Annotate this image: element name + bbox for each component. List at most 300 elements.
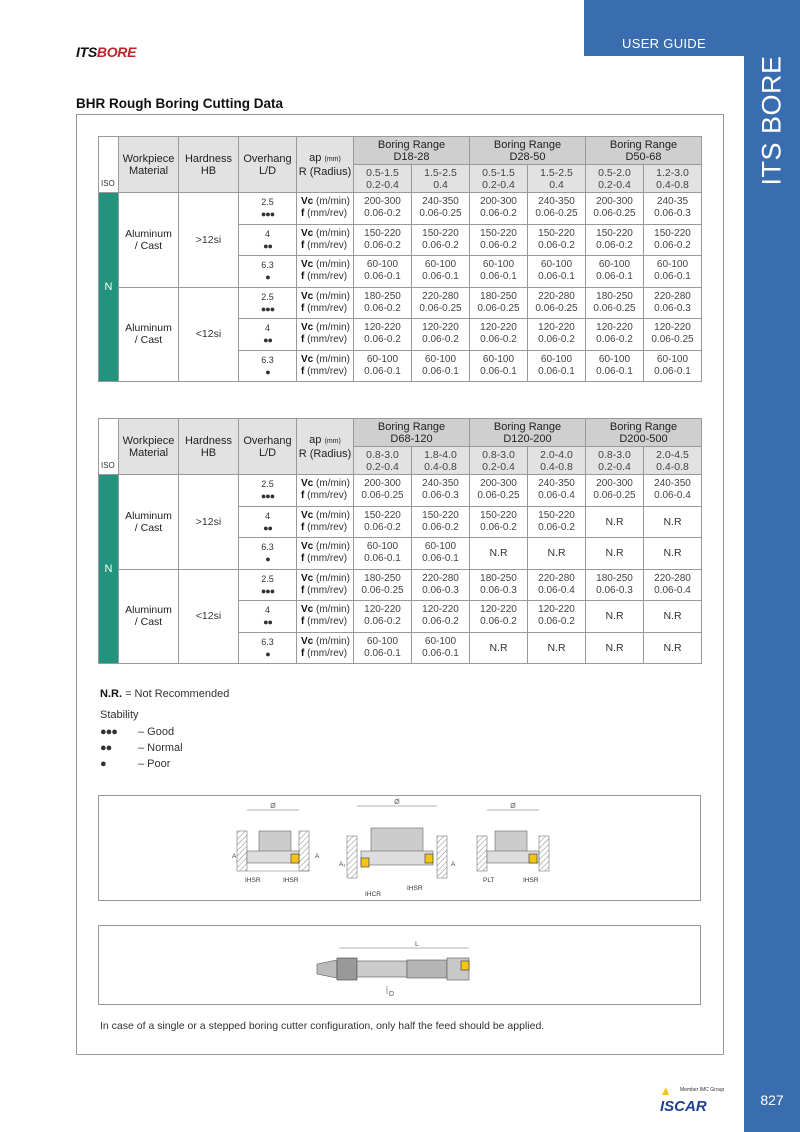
vc-value: 60-100 — [424, 635, 457, 647]
vc-value: 240-350 — [422, 478, 459, 490]
vc-value: 240-350 — [538, 478, 575, 490]
f-label: f — [301, 553, 305, 565]
overhang-value — [239, 256, 297, 288]
cutting-value-cell — [528, 506, 586, 538]
f-label: f — [301, 521, 305, 533]
cutting-value-cell — [354, 193, 412, 225]
ap-unit: (mm) — [324, 437, 341, 445]
ap-range: 0.5-1.5 — [366, 166, 399, 179]
ap-range: 2.0-4.0 — [540, 448, 573, 461]
vc-label: Vc — [301, 322, 314, 334]
f-value: 0.06-0.2 — [422, 616, 459, 628]
nr-abbr: N.R. — [100, 688, 122, 700]
overhang-value — [239, 193, 297, 225]
nr-legend — [100, 688, 229, 700]
ap-range: 1.5-2.5 — [424, 166, 457, 179]
iso-group-n: N — [99, 193, 119, 382]
boring-range-header — [586, 419, 702, 447]
cutting-value-cell — [644, 256, 702, 288]
f-label: f — [301, 302, 305, 314]
boring-range-label: Boring Range — [377, 420, 446, 433]
cutting-value-cell — [412, 287, 470, 319]
vc-value: 180-250 — [596, 572, 633, 584]
f-unit: (mm/rev) — [307, 647, 348, 659]
cutting-value-cell — [412, 350, 470, 382]
f-value: 0.06-0.1 — [422, 271, 459, 283]
f-label: f — [301, 616, 305, 628]
f-value: 0.06-0.25 — [419, 208, 462, 220]
boring-range-header — [470, 419, 586, 447]
f-value: 0.06-0.2 — [654, 239, 691, 251]
f-label: f — [301, 490, 305, 502]
f-unit: (mm/rev) — [307, 302, 348, 314]
boring-range-label: Boring Range — [377, 138, 446, 151]
vc-value: 150-220 — [364, 227, 401, 239]
vc-value: 220-280 — [422, 572, 459, 584]
cutting-value-cell — [586, 475, 644, 507]
tag-ihsr-3: IHSR — [523, 877, 539, 884]
vc-label: Vc — [301, 353, 314, 365]
f-value: 0.06-0.4 — [538, 584, 575, 596]
vc-value: 200-300 — [480, 478, 517, 490]
stability-dots: ●● — [263, 335, 272, 346]
cutting-value-cell — [644, 193, 702, 225]
ap-r-column-header — [354, 165, 412, 193]
vc-value: 220-280 — [654, 290, 691, 302]
f-value: 0.06-0.2 — [480, 239, 517, 251]
stability-dots: ● — [265, 272, 270, 283]
vc-unit: (m/min) — [316, 509, 350, 521]
r-range: 0.4 — [433, 178, 448, 191]
vc-value: 120-220 — [538, 604, 575, 616]
f-label: f — [301, 334, 305, 346]
f-value: 0.06-0.1 — [422, 365, 459, 377]
vc-value: 60-100 — [366, 541, 399, 553]
vc-unit: (m/min) — [316, 353, 350, 365]
cutting-data-table-1 — [98, 136, 702, 382]
vc-value: 220-280 — [422, 290, 459, 302]
overhang-value — [239, 287, 297, 319]
ap-r-column-header — [644, 165, 702, 193]
f-unit: (mm/rev) — [307, 365, 348, 377]
cutting-value-cell — [412, 538, 470, 570]
vc-f-label — [297, 319, 354, 351]
ap-range: 0.8-3.0 — [482, 448, 515, 461]
not-recommended-cell: N.R — [586, 506, 644, 538]
hardness-value: >12si — [179, 475, 239, 570]
stability-dots: ●● — [263, 617, 272, 628]
dia-label-1: Ø — [270, 803, 276, 810]
cutting-data-table-2 — [98, 418, 702, 664]
hardness-header: Hardness HB — [179, 419, 239, 475]
vc-unit: (m/min) — [316, 259, 350, 271]
cutting-value-cell — [412, 569, 470, 601]
f-value: 0.06-0.4 — [654, 584, 691, 596]
ap-r-column-header — [412, 447, 470, 475]
f-value: 0.06-0.1 — [364, 365, 401, 377]
ap-range: 0.8-3.0 — [598, 448, 631, 461]
vc-label: Vc — [301, 196, 314, 208]
itsbore-logo — [76, 44, 136, 60]
cutting-value-cell — [354, 256, 412, 288]
ld-ratio: 6.3 — [261, 636, 274, 647]
vc-value: 120-220 — [596, 322, 633, 334]
vc-value: 150-220 — [364, 509, 401, 521]
data-row — [99, 475, 702, 507]
f-unit: (mm/rev) — [307, 521, 348, 533]
vc-value: 60-100 — [424, 259, 457, 271]
vertical-title — [744, 40, 800, 200]
cutting-value-cell — [644, 350, 702, 382]
cutting-value-cell — [354, 350, 412, 382]
f-value: 0.06-0.25 — [593, 208, 636, 220]
f-unit: (mm/rev) — [307, 239, 348, 251]
cutting-value-cell — [412, 193, 470, 225]
r-range: 0.4-0.8 — [656, 460, 689, 473]
vc-unit: (m/min) — [316, 478, 350, 490]
f-unit: (mm/rev) — [307, 616, 348, 628]
f-value: 0.06-0.1 — [596, 271, 633, 283]
ld-ratio: 4 — [264, 323, 270, 334]
not-recommended-cell: N.R — [586, 538, 644, 570]
tag-ihsr-2: IHSR — [407, 885, 423, 892]
f-value: 0.06-0.25 — [535, 302, 578, 314]
hardness-value: <12si — [179, 569, 239, 664]
vc-value: 120-220 — [480, 322, 517, 334]
member-imc-text: Member IMC Group — [680, 1087, 725, 1093]
ap-label: ap — [309, 433, 322, 446]
dots-normal: ●● — [100, 742, 112, 754]
cutting-value-cell — [470, 506, 528, 538]
f-value: 0.06-0.2 — [538, 521, 575, 533]
overhang-header: Overhang L/D — [239, 419, 297, 475]
ld-ratio: 6.3 — [261, 354, 274, 365]
f-value: 0.06-0.2 — [480, 334, 517, 346]
r-range: 0.2-0.4 — [598, 460, 631, 473]
f-value: 0.06-0.2 — [364, 521, 401, 533]
tool-drawing — [99, 926, 700, 1004]
data-row — [99, 569, 702, 601]
workpiece-material: Aluminum / Cast — [119, 193, 179, 288]
vc-value: 120-220 — [538, 322, 575, 334]
vc-f-label — [297, 475, 354, 507]
boring-range-name: D68-120 — [390, 432, 433, 445]
f-value: 0.06-0.1 — [596, 365, 633, 377]
f-unit: (mm/rev) — [307, 490, 348, 502]
nr-text: = Not Recommended — [125, 688, 230, 700]
f-value: 0.06-0.3 — [422, 584, 459, 596]
vc-value: 180-250 — [480, 572, 517, 584]
f-value: 0.06-0.2 — [538, 239, 575, 251]
f-value: 0.06-0.3 — [654, 208, 691, 220]
tag-ihsr-1b: IHSR — [283, 877, 299, 884]
not-recommended-cell: N.R — [528, 632, 586, 664]
f-label: f — [301, 208, 305, 220]
cutting-value-cell — [412, 475, 470, 507]
vc-unit: (m/min) — [316, 227, 350, 239]
not-recommended-cell: N.R — [644, 506, 702, 538]
setup-plt-ihsr — [477, 803, 549, 884]
cutting-value-cell — [354, 569, 412, 601]
f-value: 0.06-0.1 — [538, 271, 575, 283]
ld-ratio: 4 — [264, 510, 270, 521]
ap-radius-header — [297, 419, 354, 475]
vc-value: 120-220 — [422, 322, 459, 334]
cutting-value-cell — [528, 287, 586, 319]
f-value: 0.06-0.1 — [422, 553, 459, 565]
cutting-value-cell — [470, 287, 528, 319]
tool-length-label: L — [415, 941, 419, 948]
vc-f-label — [297, 256, 354, 288]
cutting-value-cell — [528, 224, 586, 256]
cutting-value-cell — [470, 475, 528, 507]
f-value: 0.06-0.1 — [538, 365, 575, 377]
r-range: 0.4-0.8 — [540, 460, 573, 473]
vc-f-label — [297, 632, 354, 664]
section-title: BHR Rough Boring Cutting Data — [76, 96, 283, 111]
cutting-value-cell — [470, 319, 528, 351]
ap-r-column-header — [354, 447, 412, 475]
radius-label: R (Radius) — [298, 165, 352, 178]
vc-value: 150-220 — [654, 227, 691, 239]
vc-value: 180-250 — [480, 290, 517, 302]
cutting-value-cell — [470, 601, 528, 633]
boring-range-label: Boring Range — [609, 138, 678, 151]
f-value: 0.06-0.2 — [364, 616, 401, 628]
vc-unit: (m/min) — [316, 572, 350, 584]
cutting-value-cell — [354, 287, 412, 319]
cutting-value-cell — [528, 319, 586, 351]
workpiece-material-header: Workpiece Material — [119, 137, 179, 193]
f-value: 0.06-0.1 — [364, 553, 401, 565]
stability-dots: ●●● — [260, 491, 275, 502]
vc-value: 120-220 — [422, 604, 459, 616]
overhang-value — [239, 319, 297, 351]
vc-value: 60-100 — [540, 353, 573, 365]
cutting-value-cell — [528, 350, 586, 382]
r-range: 0.2-0.4 — [366, 178, 399, 191]
f-value: 0.06-0.25 — [593, 302, 636, 314]
data-row — [99, 193, 702, 225]
f-value: 0.06-0.4 — [538, 490, 575, 502]
data-row — [99, 287, 702, 319]
radius-label: R (Radius) — [298, 447, 352, 460]
f-value: 0.06-0.25 — [651, 334, 694, 346]
vc-value: 60-100 — [482, 259, 515, 271]
vc-unit: (m/min) — [316, 604, 350, 616]
logo-bore: BORE — [96, 44, 137, 60]
dots-poor: ● — [100, 758, 106, 770]
a-left-1: A — [232, 853, 237, 860]
r-range: 0.2-0.4 — [482, 460, 515, 473]
workpiece-material: Aluminum / Cast — [119, 475, 179, 570]
not-recommended-cell: N.R — [644, 632, 702, 664]
overhang-value — [239, 506, 297, 538]
f-value: 0.06-0.2 — [364, 208, 401, 220]
setup-ihcr-ihsr — [339, 799, 456, 898]
stability-dots: ●● — [263, 522, 272, 533]
stability-dots: ●●● — [260, 585, 275, 596]
f-value: 0.06-0.2 — [596, 239, 633, 251]
boring-range-label: Boring Range — [493, 420, 562, 433]
r-range: 0.4-0.8 — [424, 460, 457, 473]
feed-footnote: In case of a single or a stepped boring cutter configuration, only half the feed should be applied. — [100, 1020, 545, 1032]
vc-unit: (m/min) — [316, 635, 350, 647]
cutting-value-cell — [412, 256, 470, 288]
f-value: 0.06-0.1 — [480, 365, 517, 377]
vc-value: 240-35 — [656, 196, 689, 208]
ap-r-column-header — [586, 447, 644, 475]
not-recommended-cell: N.R — [470, 632, 528, 664]
boring-range-header — [470, 137, 586, 165]
ap-r-column-header — [644, 447, 702, 475]
vc-f-label — [297, 193, 354, 225]
ap-range: 0.5-1.5 — [482, 166, 515, 179]
stability-dots: ● — [265, 366, 270, 377]
f-label: f — [301, 271, 305, 283]
f-value: 0.06-0.1 — [364, 647, 401, 659]
ld-ratio: 4 — [264, 228, 270, 239]
f-value: 0.06-0.25 — [477, 302, 520, 314]
cutting-value-cell — [586, 350, 644, 382]
vc-value: 200-300 — [480, 196, 517, 208]
stability-title: Stability — [100, 709, 139, 721]
ld-ratio: 4 — [264, 605, 270, 616]
overhang-value — [239, 475, 297, 507]
vc-value: 120-220 — [480, 604, 517, 616]
f-unit: (mm/rev) — [307, 584, 348, 596]
f-label: f — [301, 647, 305, 659]
cutting-value-cell — [354, 475, 412, 507]
f-value: 0.06-0.3 — [480, 584, 517, 596]
vc-f-label — [297, 601, 354, 633]
ap-range: 1.5-2.5 — [540, 166, 573, 179]
a-right-2: A — [451, 861, 456, 868]
iso-header: ISO — [99, 419, 119, 475]
cutting-value-cell — [528, 256, 586, 288]
setup-ihsr-ihsr — [232, 803, 320, 884]
boring-range-name: D28-50 — [509, 150, 546, 163]
vc-value: 120-220 — [654, 322, 691, 334]
ap-label: ap — [309, 151, 322, 164]
f-value: 0.06-0.2 — [364, 334, 401, 346]
cutting-value-cell — [528, 569, 586, 601]
f-value: 0.06-0.1 — [364, 271, 401, 283]
f-unit: (mm/rev) — [307, 334, 348, 346]
vc-label: Vc — [301, 572, 314, 584]
cutting-value-cell — [644, 224, 702, 256]
vc-label: Vc — [301, 509, 314, 521]
vc-value: 240-350 — [422, 196, 459, 208]
ap-r-column-header — [470, 447, 528, 475]
f-value: 0.06-0.3 — [596, 584, 633, 596]
cutting-value-cell — [528, 193, 586, 225]
vc-value: 200-300 — [596, 478, 633, 490]
vc-label: Vc — [301, 259, 314, 271]
vc-value: 220-280 — [654, 572, 691, 584]
f-value: 0.06-0.25 — [361, 584, 404, 596]
vc-value: 60-100 — [656, 353, 689, 365]
page-number: 827 — [760, 1092, 784, 1108]
tag-ihcr: IHCR — [365, 891, 381, 898]
f-value: 0.06-0.2 — [480, 521, 517, 533]
vc-label: Vc — [301, 635, 314, 647]
cutting-value-cell — [354, 224, 412, 256]
vc-f-label — [297, 287, 354, 319]
vc-value: 150-220 — [422, 509, 459, 521]
vc-value: 60-100 — [656, 259, 689, 271]
ap-range: 1.8-4.0 — [424, 448, 457, 461]
vc-value: 220-280 — [538, 572, 575, 584]
ld-ratio: 2.5 — [261, 573, 274, 584]
tag-ihsr-1a: IHSR — [245, 877, 261, 884]
dia-label-2: Ø — [394, 799, 400, 806]
overhang-value — [239, 224, 297, 256]
f-value: 0.06-0.25 — [419, 302, 462, 314]
workpiece-material: Aluminum / Cast — [119, 569, 179, 664]
stability-good — [100, 726, 174, 738]
vc-value: 200-300 — [364, 196, 401, 208]
vc-value: 200-300 — [596, 196, 633, 208]
cutting-value-cell — [586, 319, 644, 351]
cutting-value-cell — [354, 319, 412, 351]
cutting-value-cell — [354, 538, 412, 570]
f-value: 0.06-0.2 — [422, 521, 459, 533]
cutting-value-cell — [644, 475, 702, 507]
f-value: 0.06-0.25 — [361, 490, 404, 502]
vc-value: 120-220 — [364, 322, 401, 334]
vc-label: Vc — [301, 478, 314, 490]
dia-label-3: Ø — [510, 803, 516, 810]
hardness-value: >12si — [179, 193, 239, 288]
boring-range-label: Boring Range — [493, 138, 562, 151]
overhang-value — [239, 569, 297, 601]
boring-range-name: D50-68 — [625, 150, 662, 163]
logo-its: ITS — [76, 44, 97, 60]
iso-group-n: N — [99, 475, 119, 664]
f-value: 0.06-0.2 — [480, 208, 517, 220]
stability-dots: ●●● — [260, 209, 275, 220]
cutting-value-cell — [354, 632, 412, 664]
vc-value: 150-220 — [596, 227, 633, 239]
vc-value: 60-100 — [598, 259, 631, 271]
boring-range-name: D120-200 — [503, 432, 552, 445]
f-value: 0.06-0.2 — [422, 334, 459, 346]
hardness-value: <12si — [179, 287, 239, 382]
cutting-value-cell — [412, 601, 470, 633]
workpiece-material-header: Workpiece Material — [119, 419, 179, 475]
ld-ratio: 6.3 — [261, 260, 274, 271]
f-value: 0.06-0.1 — [480, 271, 517, 283]
f-value: 0.06-0.1 — [422, 647, 459, 659]
f-value: 0.06-0.2 — [364, 239, 401, 251]
cutting-value-cell — [586, 287, 644, 319]
vc-value: 60-100 — [424, 353, 457, 365]
cutting-value-cell — [470, 350, 528, 382]
vc-f-label — [297, 350, 354, 382]
not-recommended-cell: N.R — [528, 538, 586, 570]
ld-ratio: 2.5 — [261, 197, 274, 208]
vc-unit: (m/min) — [316, 541, 350, 553]
vc-value: 60-100 — [366, 259, 399, 271]
r-range: 0.2-0.4 — [366, 460, 399, 473]
vc-label: Vc — [301, 227, 314, 239]
boring-range-name: D18-28 — [393, 150, 430, 163]
label-normal: – Normal — [138, 742, 183, 754]
r-range: 0.4-0.8 — [656, 178, 689, 191]
cutting-value-cell — [354, 601, 412, 633]
vc-f-label — [297, 569, 354, 601]
